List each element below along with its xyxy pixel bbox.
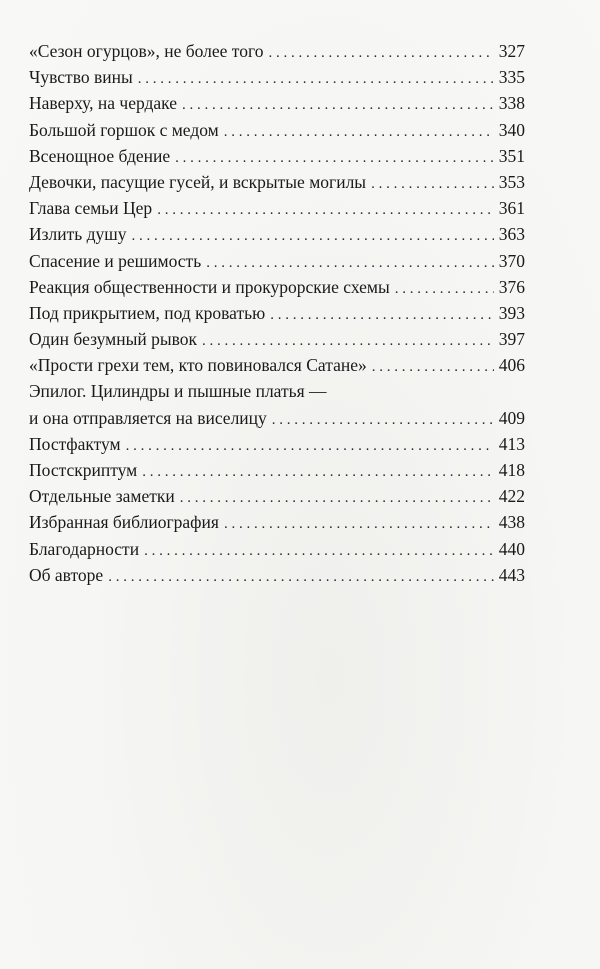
toc-entry-title: Постфактум (29, 433, 121, 454)
toc-entry-title: Реакция общественности и прокурорские схемы (29, 276, 390, 297)
toc-entry-page: 327 (498, 41, 525, 61)
toc-entry-page: 361 (498, 198, 525, 219)
toc-entry-page: 340 (498, 119, 525, 140)
toc-entry-title: Девочки, пасущие гусей, и вскрытые могилы (29, 171, 367, 192)
toc-entry-page: 370 (498, 250, 525, 271)
toc-entry (29, 248, 525, 274)
toc-entry-page: 418 (498, 460, 525, 481)
toc-entry (29, 536, 525, 562)
toc-leader-dots (142, 459, 494, 485)
toc-entry-title: Отдельные заметки (29, 486, 175, 507)
toc-leader-dots (206, 250, 494, 276)
toc-entry-page: 338 (498, 93, 525, 114)
toc-entry-title: Об авторе (29, 564, 104, 585)
toc-entry-page: 335 (498, 67, 525, 88)
toc-leader-dots (180, 485, 494, 511)
toc-entry-page: 440 (498, 538, 525, 559)
toc-entry-second-line (29, 405, 525, 431)
toc-entry-title: Избранная библиография (29, 512, 219, 533)
toc-entry-title: «Сезон огурцов», не более того (29, 41, 264, 61)
toc-entry-page: 353 (498, 171, 525, 192)
toc-entry (29, 483, 525, 509)
toc-leader-dots (175, 145, 494, 171)
toc-leader-dots (272, 407, 494, 433)
toc-entry-page: 409 (498, 407, 525, 428)
toc-leader-dots (270, 302, 494, 328)
toc-leader-dots (372, 354, 494, 380)
toc-entry-title: Всенощное бдение (29, 145, 171, 166)
toc-entry-page: 422 (498, 486, 525, 507)
toc-entry-title: Благодарности (29, 538, 140, 559)
toc-entry-title: Эпилог. Цилиндры и пышные платья — (29, 381, 327, 402)
toc-entry-first-line (29, 378, 525, 404)
toc-leader-dots (132, 223, 494, 249)
toc-entry (29, 457, 525, 483)
toc-entry (29, 38, 525, 64)
toc-entry-title: Наверху, на чердаке (29, 93, 178, 114)
toc-entry-title: Излить душу (29, 224, 127, 245)
toc-entry-page: 363 (498, 224, 525, 245)
toc-entry (29, 90, 525, 116)
toc-entry-title: Большой горшок с медом (29, 119, 219, 140)
toc-entry-title: Спасение и решимость (29, 250, 202, 271)
toc-leader-dots (108, 564, 494, 590)
toc-entry (29, 509, 525, 535)
toc-entry (29, 378, 525, 430)
toc-entry (29, 64, 525, 90)
toc-entry-title: «Прости грехи тем, кто повиновался Сатане» (29, 355, 367, 376)
toc-leader-dots (268, 40, 494, 66)
toc-entry-title: Глава семьи Цер (29, 198, 153, 219)
toc-entry-title: Постскриптум (29, 460, 138, 481)
toc-leader-dots (182, 92, 494, 118)
toc-entry-page: 397 (498, 329, 525, 350)
toc-entry-title-continued: и она отправляется на виселицу (29, 407, 267, 428)
toc-entry (29, 195, 525, 221)
toc-entry-page: 376 (498, 276, 525, 297)
toc-entry (29, 274, 525, 300)
toc-leader-dots (126, 433, 494, 459)
toc-entry-page: 443 (498, 564, 525, 585)
toc-entry-title: Чувство вины (29, 67, 133, 88)
toc-entry (29, 431, 525, 457)
toc-leader-dots (224, 119, 494, 145)
toc-entry-page: 351 (498, 145, 525, 166)
toc-leader-dots (371, 171, 494, 197)
toc-entry (29, 326, 525, 352)
toc-entry-page: 393 (498, 302, 525, 323)
toc-entry-title: Один безумный рывок (29, 329, 197, 350)
toc-entry (29, 117, 525, 143)
toc-entry-title: Под прикрытием, под кроватью (29, 302, 266, 323)
toc-entry-page: 413 (498, 433, 525, 454)
toc-leader-dots (157, 197, 494, 223)
toc-leader-dots (202, 328, 494, 354)
toc-entry-page: 438 (498, 512, 525, 533)
toc-entry (29, 352, 525, 378)
toc-entry-page: 406 (498, 355, 525, 376)
toc-leader-dots (138, 66, 494, 92)
toc-entry (29, 143, 525, 169)
toc-entry (29, 300, 525, 326)
toc-leader-dots (395, 276, 494, 302)
toc-entry (29, 562, 525, 588)
toc-leader-dots (224, 511, 494, 537)
table-of-contents (29, 38, 525, 588)
toc-entry (29, 221, 525, 247)
toc-leader-dots (144, 538, 494, 564)
toc-entry (29, 169, 525, 195)
